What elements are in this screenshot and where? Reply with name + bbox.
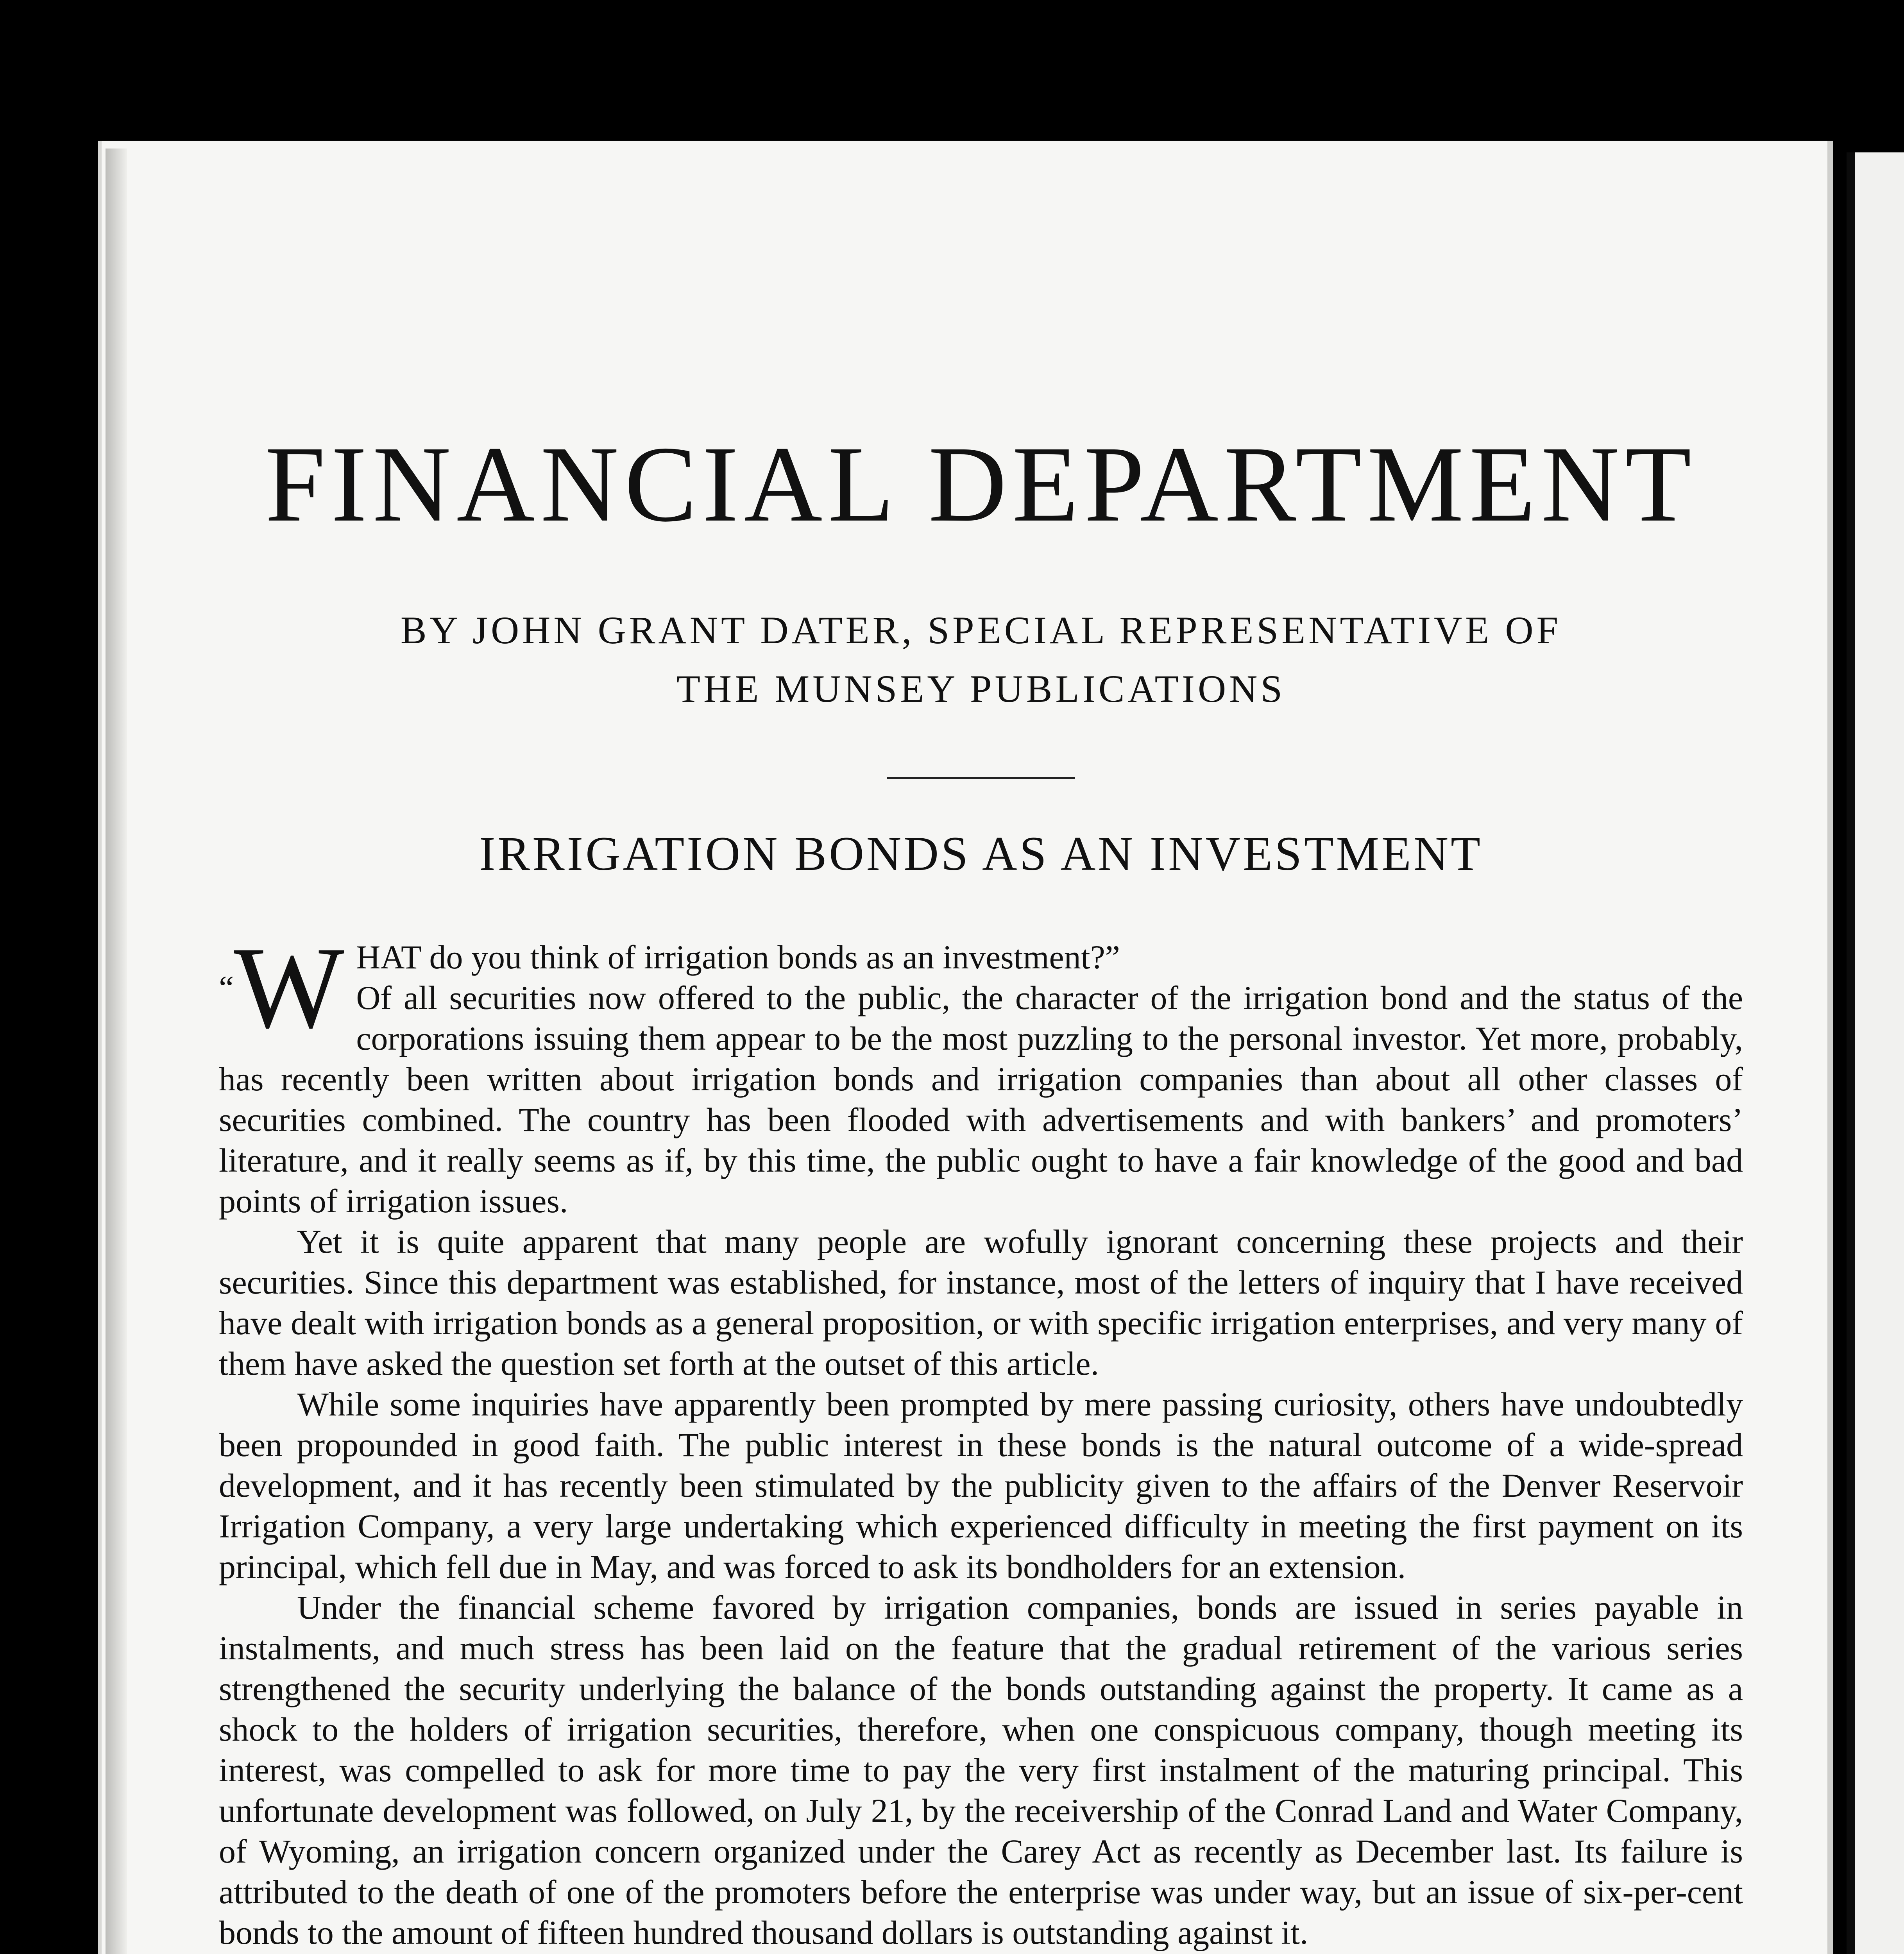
byline-line-2: THE MUNSEY PUBLICATIONS — [676, 667, 1286, 710]
article-body — [219, 923, 1743, 1954]
paragraph-4: Under the financial scheme favored by irrigation companies, bonds are issued in series payable in instalments, and much stress has been laid on the feature that the gradual retirement of the various series strengthened the security underlying the balance of the bonds outstanding against the property. It came as a shock to the holders of irrigation securities, therefore, when one conspicuous company, though meeting its interest, was compelled to ask for more time to pay the very first instalment of the maturing principal. This unfortunate development was followed, on July 21, by the receivership of the Conrad Land and Water Company, of Wyoming, an irrigation concern organized under the Carey Act as recently as December last. Its failure is attributed to the death of one of the promoters before the enterprise was under way, but an issue of six-per-cent bonds to the amount of fifteen hundred thousand dollars is outstanding against it. — [219, 1589, 1743, 1951]
paragraph-1 — [219, 923, 1743, 1221]
paragraph-3: While some inquiries have apparently been prompted by mere passing curiosity, others have undoubtedly been propounded in good faith. The public interest in these bonds is the natural outcome of a wide-spread development, and it has recently been stimulated by the publicity given to the affairs of the Denver Reservoir Irrigation Company, a very large undertaking which experienced difficulty in meeting the first payment on its principal, which fell due in May, and was forced to ask its bondholders for an extension. — [219, 1385, 1743, 1585]
drop-cap-letter: W — [234, 923, 345, 1052]
byline — [219, 601, 1743, 718]
opening-quote: “ — [219, 969, 234, 1006]
byline-line-1: BY JOHN GRANT DATER, SPECIAL REPRESENTATIVE OF — [400, 608, 1562, 652]
drop-cap — [219, 923, 345, 1052]
facing-page-edge — [1847, 152, 1904, 1954]
paragraph-2: Yet it is quite apparent that many people are wofully ignorant concerning these projects and their securities. Since this department was established, for instance, most of the letters of inquiry that I have received have dealt with irrigation bonds as a general proposition, or with specific irrigation enterprises, and very many of them have asked the question set forth at the outset of this article. — [219, 1223, 1743, 1382]
divider-rule — [887, 777, 1075, 779]
paragraph-1-text: Of all securities now offered to the public, the character of the irrigation bond and the status of the corporations issuing them appear to be the most puzzling to the personal investor. Yet more, probably, has recently been written about irrigation bonds and irrigation companies than about all other classes of securities combined. The country has been flooded with advertisements and with bankers’ and promoters’ literature, and it really seems as if, by this time, the public ought to have a fair knowledge of the good and bad points of irrigation issues. — [219, 979, 1743, 1220]
page-gutter — [106, 149, 127, 1954]
page-title: FINANCIAL DEPARTMENT — [265, 424, 1697, 544]
article — [219, 424, 1743, 1954]
opening-question: HAT do you think of irrigation bonds as an investment?” — [356, 938, 1120, 976]
article-subtitle: IRRIGATION BONDS AS AN INVESTMENT — [479, 827, 1483, 880]
